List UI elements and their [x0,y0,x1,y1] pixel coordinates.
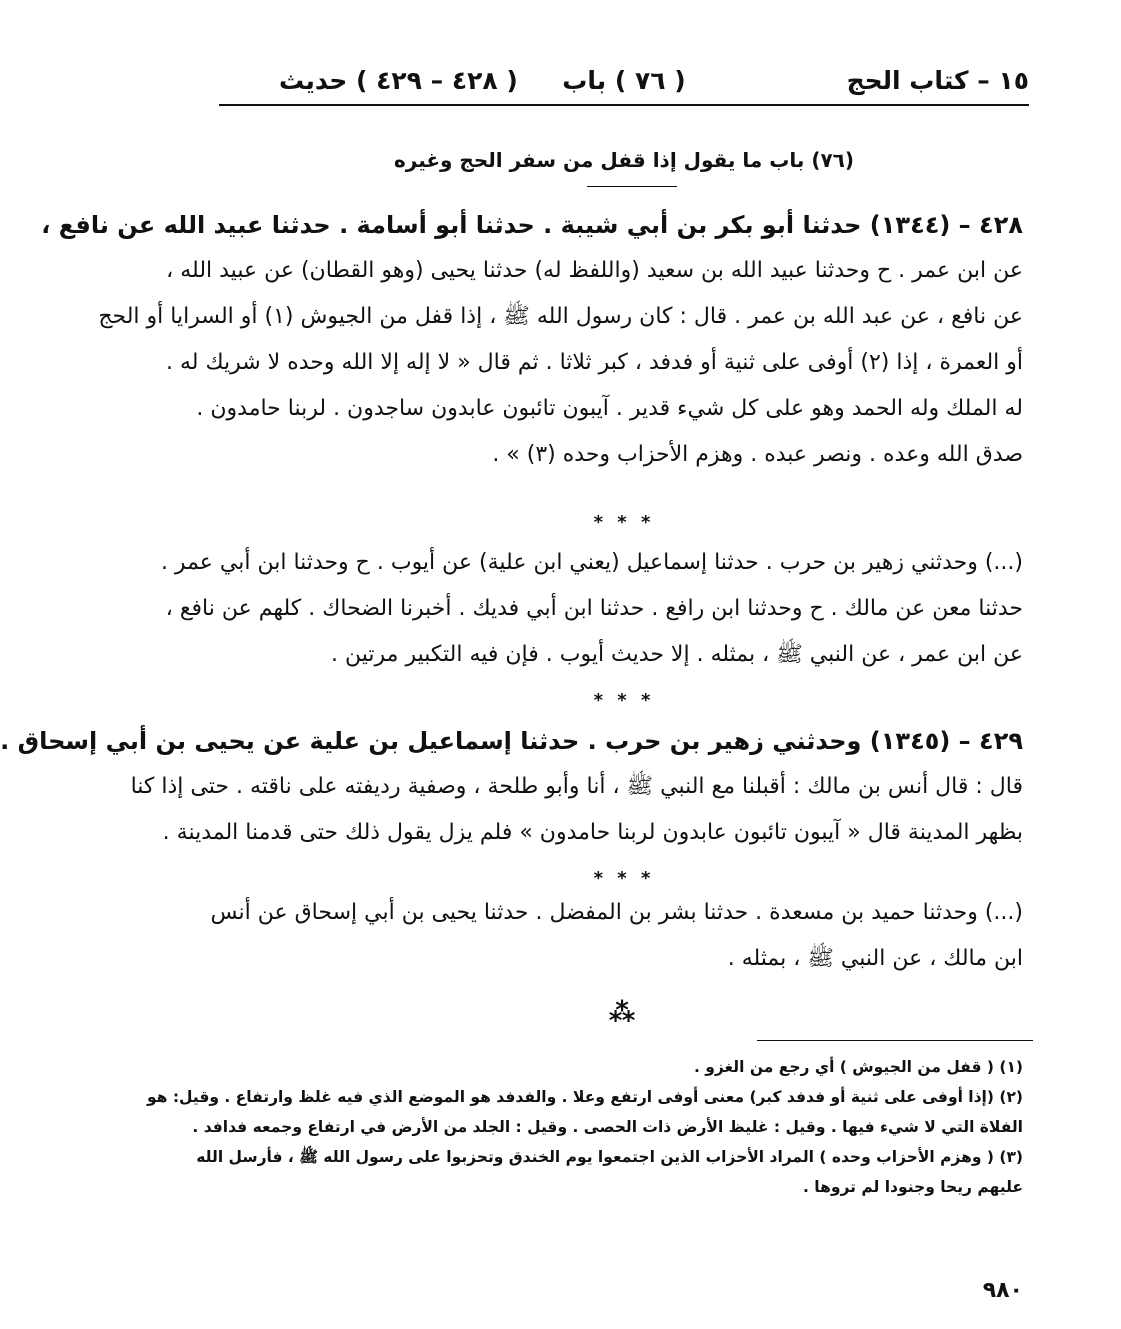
hadith-range: ( ٤٢٨ – ٤٢٩ ) حديث [279,66,518,95]
footnote-line: الفلاة التي لا شيء فيها . وقيل : غليظ الأرض ذات الحصى . وقيل : الجلد من الأرض في ارتفاع وجمعه فدافد . [192,1118,1023,1136]
text-line: ٤٢٩ – (١٣٤٥) وحدثني زهير بن حرب . حدثنا إسماعيل بن علية عن يحيى بن أبي إسحاق . [0,727,1023,755]
text-line: عن نافع ، عن عبد الله بن عمر . قال : كان رسول الله ﷺ ، إذا قفل من الجيوش (١) أو السرايا أو الحج [98,304,1023,329]
chapter-heading: (٧٦) باب ما يقول إذا قفل من سفر الحج وغيره [393,148,855,172]
book-title: ١٥ – كتاب الحج [846,66,1029,95]
footnote-line: عليهم ريحا وجنودا لم تروها . [803,1178,1023,1196]
text-line: بظهر المدينة قال « آيبون تائبون عابدون لربنا حامدون » فلم يزل يقول ذلك حتى قدمنا المدينة . [162,820,1023,845]
text-line: حدثنا معن عن مالك . ح وحدثنا ابن رافع . حدثنا ابن أبي فديك . أخبرنا الضحاك . كلهم عن نافع ، [165,596,1023,621]
section-separator: * * * [593,690,655,711]
hadith-428 [41,202,1023,478]
heading-underline [587,186,677,187]
text-line: (...) وحدثني زهير بن حرب . حدثنا إسماعيل (يعني ابن علية) عن أيوب . ح وحدثنا ابن أبي عمر . [160,550,1023,575]
text-line: له الملك وله الحمد وهو على كل شيء قدير . آيبون تائبون عابدون ساجدون . لربنا حامدون . [196,396,1023,421]
text-line: عن ابن عمر . ح وحدثنا عبيد الله بن سعيد (واللفظ له) حدثنا يحيى (وهو القطان) عن عبيد الله ، [166,258,1023,283]
text-line: عن ابن عمر ، عن النبي ﷺ ، بمثله . إلا حديث أيوب . فإن فيه التكبير مرتين . [331,642,1023,667]
footnotes [147,1052,1023,1202]
text-line: ٤٢٨ – (١٣٤٤) حدثنا أبو بكر بن أبي شيبة . حدثنا أبو أسامة . حدثنا عبيد الله عن نافع ، [41,211,1023,239]
chapter-number: ( ٧٦ ) باب [562,66,686,95]
section-separator: * * * [593,512,655,533]
footnote-line: (٣) ( وهزم الأحزاب وحده ) المراد الأحزاب الذين اجتمعوا يوم الخندق وتحزبوا على رسول الله ﷺ ، فأرسل الله [196,1148,1023,1166]
section-separator: * * * [593,868,655,889]
text-line: صدق الله وعده . ونصر عبده . وهزم الأحزاب وحده (٣) » . [492,442,1023,467]
running-header [219,62,1029,106]
hadith-429-variant [210,890,1023,982]
footnote-line: (١) ( قفل من الجيوش ) أي رجع من الغزو . [694,1058,1023,1076]
text-line: (...) وحدثنا حميد بن مسعدة . حدثنا بشر بن المفضل . حدثنا يحيى بن أبي إسحاق عن أنس [210,900,1023,925]
hadith-429 [0,718,1023,856]
text-line: أو العمرة ، إذا (٢) أوفى على ثنية أو فدفد ، كبر ثلاثا . ثم قال « لا إله إلا الله وحده لا شريك له . [165,350,1023,375]
footnote-line: (٢) (إذا أوفى على ثنية أو فدفد كبر) معنى أوفى ارتفع وعلا . والفدفد هو الموضع الذي فيه غلظ وارتفاع . وقيل: هو [147,1088,1023,1106]
hadith-428-variant [160,540,1023,678]
text-line: ابن مالك ، عن النبي ﷺ ، بمثله . [727,946,1023,971]
end-ornament: ⁂ [608,998,640,1028]
footnote-rule [757,1040,1033,1041]
text-line: قال : قال أنس بن مالك : أقبلنا مع النبي ﷺ ، أنا وأبو طلحة ، وصفية رديفته على ناقته . حتى إذا كنا [130,774,1023,799]
page-number: ٩٨٠ [982,1278,1023,1303]
